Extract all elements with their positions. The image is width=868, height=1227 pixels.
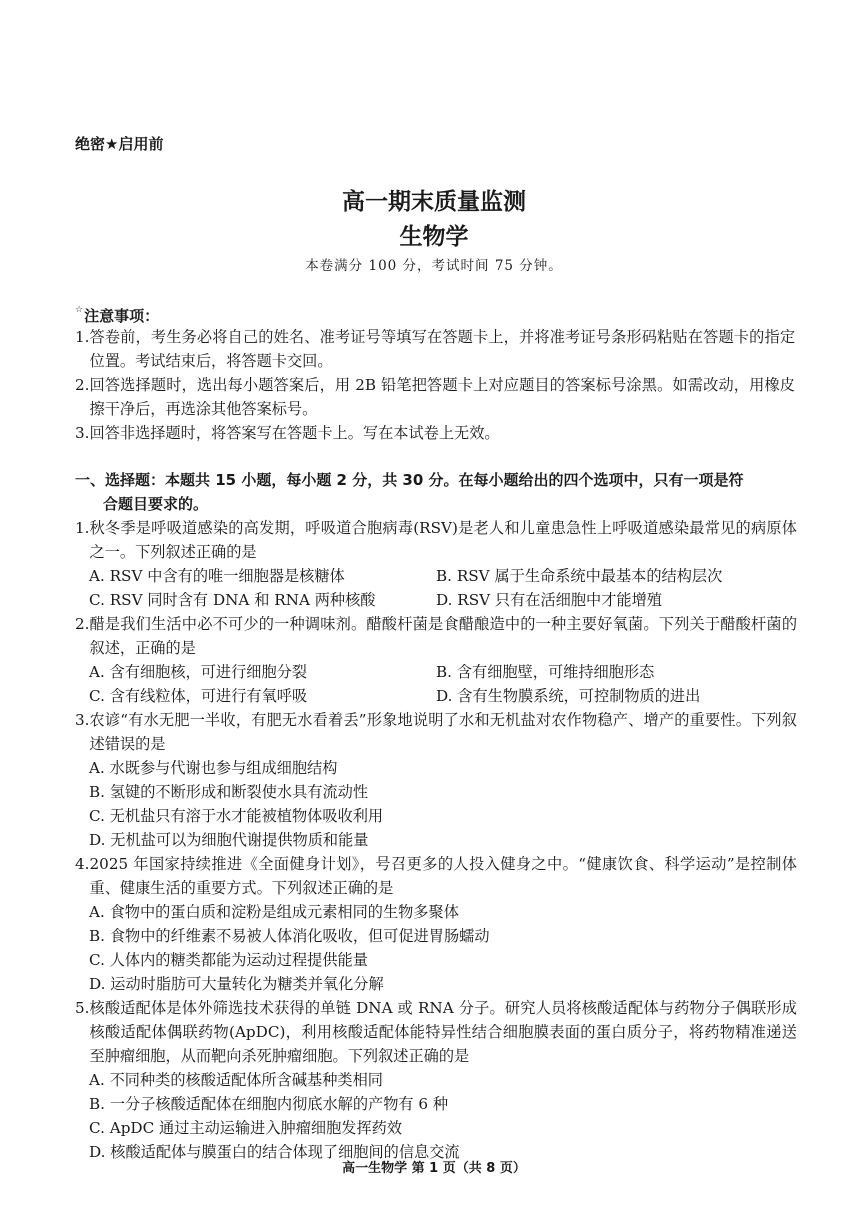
section-heading [75,468,797,516]
exam-title: 高一期末质量监测 [342,189,526,215]
notice-item-text: 回答选择题时，选出每小题答案后，用 2B 铅笔把答题卡上对应题目的答案标号涂黑。如需改动，用橡皮擦干净后，再选涂其他答案标号。 [89,376,795,418]
notice-heading-text: 注意事项： [84,307,160,325]
options [75,660,797,708]
question-2 [75,612,797,708]
question-stem: 秋冬季是呼吸道感染的高发期，呼吸道合胞病毒(RSV)是老人和儿童患急性上呼吸道感染最常见的病原体之一。下列叙述正确的是 [89,519,797,561]
notice-item [75,325,795,373]
option-b: B. 一分子核酸适配体在细胞内彻底水解的产物有 6 种 [89,1095,449,1113]
notice-item-number: 1. [75,328,90,346]
section-heading-line1: 一、选择题：本题共 15 小题，每小题 2 分，共 30 分。在每小题给出的四个选项中，只有一项是符 [75,471,744,489]
question-number: 3. [75,711,90,729]
page-footer: 高一生物学 第 1 页（共 8 页） [342,1161,526,1176]
option-a: A. RSV 中含有的唯一细胞器是核糖体 [89,567,345,585]
option-d: D. 含有生物膜系统，可控制物质的进出 [436,687,701,705]
score-info: 本卷满分 100 分，考试时间 75 分钟。 [305,258,563,274]
option-b: B. 食物中的纤维素不易被人体消化吸收，但可促进胃肠蠕动 [89,927,490,945]
notice-item-text: 回答非选择题时，将答案写在答题卡上。写在本试卷上无效。 [89,424,500,442]
question-list [75,516,797,1164]
section-heading-line2: 合题目要求的。 [103,495,209,513]
question-5 [75,996,797,1164]
option-d: D. 核酸适配体与膜蛋白的结合体现了细胞间的信息交流 [89,1143,460,1161]
option-c: C. ApDC 通过主动运输进入肿瘤细胞发挥药效 [89,1119,403,1137]
question-stem: 醋是我们生活中必不可少的一种调味剂。醋酸杆菌是食醋酿造中的一种主要好氧菌。下列关于醋酸杆菌的叙述，正确的是 [89,615,797,657]
option-b: B. RSV 属于生命系统中最基本的结构层次 [436,567,723,585]
notice-item-text: 答卷前，考生务必将自己的姓名、准考证号等填写在答题卡上，并将准考证号条形码粘贴在答题卡的指定位置。考试结束后，将答题卡交回。 [89,328,795,370]
question-number: 4. [75,855,90,873]
option-a: A. 水既参与代谢也参与组成细胞结构 [89,759,338,777]
option-d: D. RSV 只有在活细胞中才能增殖 [436,591,662,609]
question-number: 2. [75,615,90,633]
notice-heading [75,305,159,326]
option-b: B. 含有细胞壁，可维持细胞形态 [436,663,655,681]
question-3 [75,708,797,852]
confidential-label: 绝密★启用前 [75,135,164,153]
option-c: C. 人体内的糖类都能为运动过程提供能量 [89,951,368,969]
options [75,900,797,996]
option-a: A. 食物中的蛋白质和淀粉是组成元素相同的生物多聚体 [89,903,459,921]
options [75,756,797,852]
notice-item-number: 3. [75,424,90,442]
question-stem: 农谚“有水无肥一半收，有肥无水看着丢”形象地说明了水和无机盐对农作物稳产、增产的重要性。下列叙述错误的是 [89,711,797,753]
option-d: D. 无机盐可以为细胞代谢提供物质和能量 [89,831,369,849]
notice-item [75,421,795,445]
question-number: 5. [75,999,90,1017]
notice-item-number: 2. [75,376,90,394]
option-d: D. 运动时脂肪可大量转化为糖类并氧化分解 [89,975,384,993]
options [75,564,797,612]
question-1 [75,516,797,612]
option-c: C. 含有线粒体，可进行有氧呼吸 [89,687,308,705]
star-icon: ☆ [75,305,84,315]
option-c: C. 无机盐只有溶于水才能被植物体吸收利用 [89,807,384,825]
option-a: A. 含有细胞核，可进行细胞分裂 [89,663,308,681]
option-a: A. 不同种类的核酸适配体所含碱基种类相同 [89,1071,383,1089]
options [75,1068,797,1164]
notice-item [75,373,795,421]
option-b: B. 氢键的不断形成和断裂使水具有流动性 [89,783,369,801]
question-stem: 核酸适配体是体外筛选技术获得的单链 DNA 或 RNA 分子。研究人员将核酸适配体与药物分子偶联形成核酸适配体偶联药物(ApDC)，利用核酸适配体能特异性结合细胞膜表面的蛋白质分子，将药物精准递送至肿瘤细胞，从而靶向杀死肿瘤细胞。下列叙述正确的是 [89,999,797,1065]
question-4 [75,852,797,996]
question-stem: 2025 年国家持续推进《全面健身计划》，号召更多的人投入健身之中。“健康饮食、科学运动”是控制体重、健康生活的重要方式。下列叙述正确的是 [89,855,797,897]
question-number: 1. [75,519,90,537]
option-c: C. RSV 同时含有 DNA 和 RNA 两种核酸 [89,591,376,609]
subject-title: 生物学 [399,224,469,250]
notice-list [75,325,795,445]
